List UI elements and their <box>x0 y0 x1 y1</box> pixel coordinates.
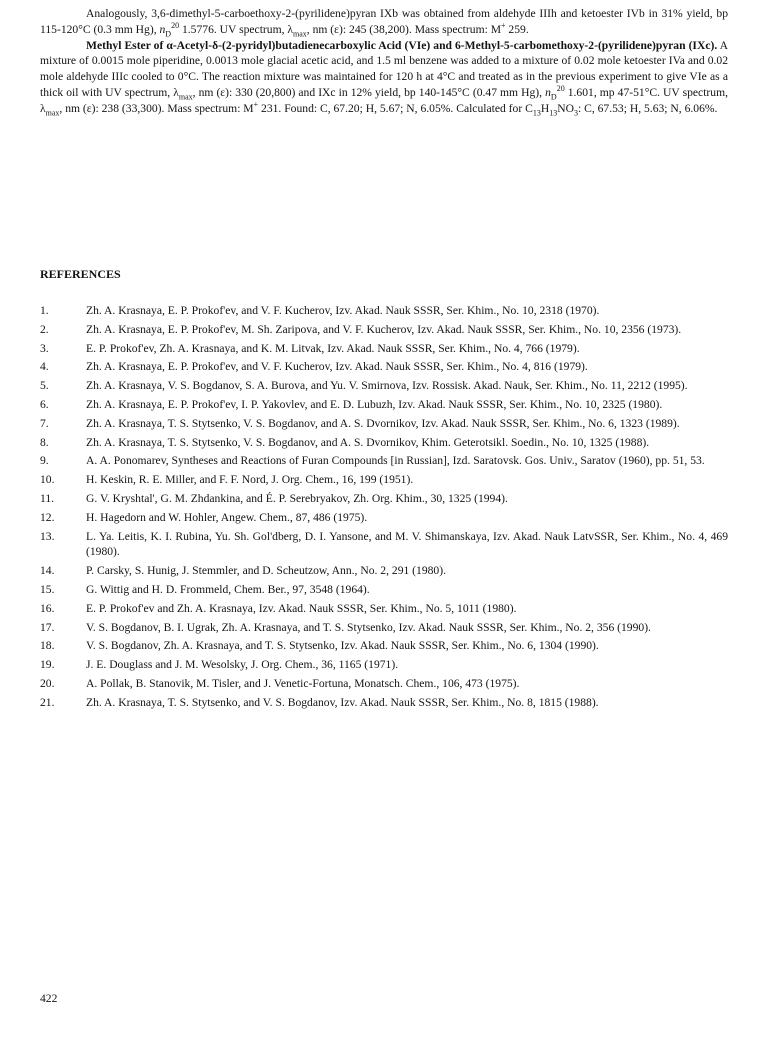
nd-subscript: D <box>550 92 557 102</box>
nd-symbol: n <box>159 22 166 36</box>
para2-text-f: : C, 67.53; H, 5.63; N, 6.06%. <box>577 101 718 115</box>
para2-text-c: 1.601, mp 47-51°C. UV spectrum, λ <box>40 85 728 115</box>
reference-text: A. Pollak, B. Stanovik, M. Tisler, and J. Venetic-Fortuna, Monatsch. Chem., 106, 473 (1975). <box>86 676 520 690</box>
reference-number: 17. <box>40 620 55 634</box>
reference-item <box>40 378 728 394</box>
reference-number: 7. <box>40 416 49 430</box>
reference-number: 1. <box>40 304 49 317</box>
reference-text: A. A. Ponomarev, Syntheses and Reactions of Furan Compounds [in Russian], Izd. Saratovsk. Gos. Univ., Saratov (1960), pp. 51, 53. <box>86 454 705 468</box>
reference-number: 10. <box>40 473 55 487</box>
reference-item <box>40 491 728 507</box>
nd-subscript: D <box>165 29 172 39</box>
reference-number: 4. <box>40 360 49 374</box>
reference-text: Zh. A. Krasnaya, E. P. Prokof'ev, I. P. Yakovlev, and E. D. Lubuzh, Izv. Akad. Nauk SSSR, Ser. Khim., No. 10, 2325 (1980). <box>86 397 663 411</box>
reference-item <box>40 359 728 375</box>
reference-item <box>40 582 728 598</box>
lambda-subscript: max <box>45 108 60 118</box>
reference-text: H. Keskin, R. E. Miller, and F. F. Nord, J. Org. Chem., 16, 199 (1951). <box>86 473 414 487</box>
reference-text: H. Hagedorn and W. Hohler, Angew. Chem., 87, 486 (1975). <box>86 510 368 524</box>
para1-text-b: 1.5776. UV spectrum, λ <box>179 22 294 36</box>
reference-text: Zh. A. Krasnaya, V. S. Bogdanov, S. A. Burova, and Yu. V. Smirnova, Izv. Rossisk. Akad. Nauk, Ser. Khim., No. 11, 2212 (1995). <box>86 379 688 393</box>
reference-number: 9. <box>40 454 49 468</box>
reference-item <box>40 510 728 526</box>
para1-text-a: Analogously, 3,6-dimethyl-5-carboethoxy-2-(pyrilidene)pyran IXb was obtained from aldehyde IIIh and ketoester IVb in 31% yield, bp 115-120°C (0.3 mm Hg), <box>40 7 728 36</box>
nd-superscript: 20 <box>171 20 180 30</box>
reference-text: P. Carsky, S. Hunig, J. Stemmler, and D. Scheutzow, Ann., No. 2, 291 (1980). <box>86 564 446 578</box>
section-title-bold: Methyl Ester of α-Acetyl-δ-(2-pyridyl)butadienecarboxylic Acid (VIe) and 6-Methyl-5-carbomethoxy-2-(pyrilidene)pyran (IXc). <box>86 38 718 52</box>
reference-text: Zh. A. Krasnaya, T. S. Stytsenko, V. S. Bogdanov, and A. S. Dvornikov, Izv. Akad. Nauk SSSR, Ser. Khim., No. 6, 1323 (1989). <box>86 416 680 430</box>
formula-element: H <box>540 101 550 115</box>
reference-number: 8. <box>40 435 49 449</box>
reference-item <box>40 601 728 617</box>
reference-item <box>40 529 728 561</box>
reference-number: 5. <box>40 379 49 393</box>
reference-number: 15. <box>40 582 55 596</box>
reference-text: Zh. A. Krasnaya, E. P. Prokof'ev, and V. F. Kucherov, Izv. Akad. Nauk SSSR, Ser. Khim., No. 10, 2318 (1970). <box>86 304 600 317</box>
para2-text-b: , nm (ε): 330 (20,800) and IXc in 12% yield, bp 140-145°C (0.47 mm Hg), <box>192 85 546 99</box>
reference-text: G. Wittig and H. D. Frommeld, Chem. Ber., 97, 3548 (1964). <box>86 582 370 596</box>
reference-item <box>40 435 728 451</box>
reference-text: Zh. A. Krasnaya, T. S. Stytsenko, and V. S. Bogdanov, Izv. Akad. Nauk SSSR, Ser. Khim., No. 8, 1815 (1988). <box>86 695 599 709</box>
reference-text: L. Ya. Leitis, K. I. Rubina, Yu. Sh. Gol'dberg, D. I. Yansone, and M. V. Shimanskaya, Izv. Akad. Nauk LatvSSR, Ser. Khim., No. 4, 469 (1980). <box>86 529 728 559</box>
reference-number: 19. <box>40 658 55 672</box>
reference-item <box>40 322 728 338</box>
reference-text: G. V. Kryshtal', G. M. Zhdankina, and É. P. Serebryakov, Zh. Org. Khim., 30, 1325 (1994). <box>86 491 508 505</box>
reference-number: 2. <box>40 322 49 336</box>
reference-item <box>40 453 728 469</box>
reference-number: 16. <box>40 601 55 615</box>
reference-item <box>40 397 728 413</box>
reference-item <box>40 657 728 673</box>
reference-number: 20. <box>40 676 55 690</box>
reference-item <box>40 472 728 488</box>
para2-text-a: A mixture of 0.0015 mole piperidine, 0.0013 mole glacial acetic acid, and 1.5 ml benzene was added to a mixture of 0.02 mole ketoester IVa and 0.02 mole aldehyde IIIc cooled to 0°C. The reaction mixture was maintained for 120 h at 4°C and treated as in the previous experiment to give VIe as a thick oil with UV spectrum, λ <box>40 38 728 99</box>
reference-text: Zh. A. Krasnaya, T. S. Stytsenko, V. S. Bogdanov, and A. S. Dvornikov, Khim. Geterotsikl. Soedin., No. 10, 1325 (1988). <box>86 435 650 449</box>
reference-number: 14. <box>40 564 55 578</box>
reference-item <box>40 676 728 692</box>
reference-text: E. P. Prokof'ev and Zh. A. Krasnaya, Izv. Akad. Nauk SSSR, Ser. Khim., No. 5, 1011 (1980). <box>86 601 517 615</box>
reference-text: V. S. Bogdanov, Zh. A. Krasnaya, and T. S. Stytsenko, Izv. Akad. Nauk SSSR, Ser. Khim., No. 6, 1304 (1990). <box>86 639 599 653</box>
references-list <box>40 303 728 714</box>
paragraph-vie-ixc-synthesis <box>40 38 728 117</box>
para1-text-d: 259. <box>505 22 529 36</box>
lambda-subscript: max <box>293 29 307 39</box>
reference-number: 18. <box>40 639 55 653</box>
nd-symbol: n <box>545 85 551 99</box>
reference-text: Zh. A. Krasnaya, E. P. Prokof'ev, M. Sh. Zaripova, and V. F. Kucherov, Izv. Akad. Nauk SSSR, Ser. Khim., No. 10, 2356 (1973). <box>86 322 682 336</box>
reference-item <box>40 303 728 319</box>
reference-item <box>40 695 728 711</box>
reference-item <box>40 638 728 654</box>
reference-number: 21. <box>40 695 55 709</box>
para1-text-c: , nm (ε): 245 (38,200). Mass spectrum: M <box>306 22 502 36</box>
reference-number: 12. <box>40 510 55 524</box>
nd-superscript: 20 <box>556 84 565 94</box>
reference-item <box>40 416 728 432</box>
page-number: 422 <box>40 992 58 1005</box>
reference-item <box>40 620 728 636</box>
formula-subscript: 13 <box>532 108 541 118</box>
reference-number: 3. <box>40 341 49 355</box>
reference-item <box>40 341 728 357</box>
para2-text-d: , nm (ε): 238 (33,300). Mass spectrum: M <box>59 101 254 115</box>
formula-subscript: 3 <box>573 108 578 118</box>
reference-text: Zh. A. Krasnaya, E. P. Prokof'ev, and V. F. Kucherov, Izv. Akad. Nauk SSSR, Ser. Khim., No. 4, 816 (1979). <box>86 360 588 374</box>
reference-number: 13. <box>40 529 55 543</box>
reference-item <box>40 563 728 579</box>
reference-number: 11. <box>40 491 55 505</box>
reference-text: E. P. Prokof'ev, Zh. A. Krasnaya, and K. M. Litvak, Izv. Akad. Nauk SSSR, Ser. Khim., No. 4, 766 (1979). <box>86 341 580 355</box>
references-heading: REFERENCES <box>40 267 121 281</box>
reference-text: J. E. Douglass and J. M. Wesolsky, J. Org. Chem., 36, 1165 (1971). <box>86 658 399 672</box>
paragraph-ixb-synthesis <box>40 6 728 38</box>
para2-text-e: 231. Found: C, 67.20; H, 5.67; N, 6.05%. Calculated for C <box>258 101 533 115</box>
mass-ion-superscript: + <box>501 20 506 30</box>
formula-subscript: 13 <box>549 108 558 118</box>
reference-text: V. S. Bogdanov, B. I. Ugrak, Zh. A. Krasnaya, and T. S. Stytsenko, Izv. Akad. Nauk SSSR, Ser. Khim., No. 2, 356 (1990). <box>86 620 651 634</box>
lambda-subscript: max <box>178 92 193 102</box>
formula-element: NO <box>557 101 574 115</box>
reference-number: 6. <box>40 397 49 411</box>
mass-ion-superscript: + <box>253 99 259 109</box>
page-body <box>40 6 728 709</box>
